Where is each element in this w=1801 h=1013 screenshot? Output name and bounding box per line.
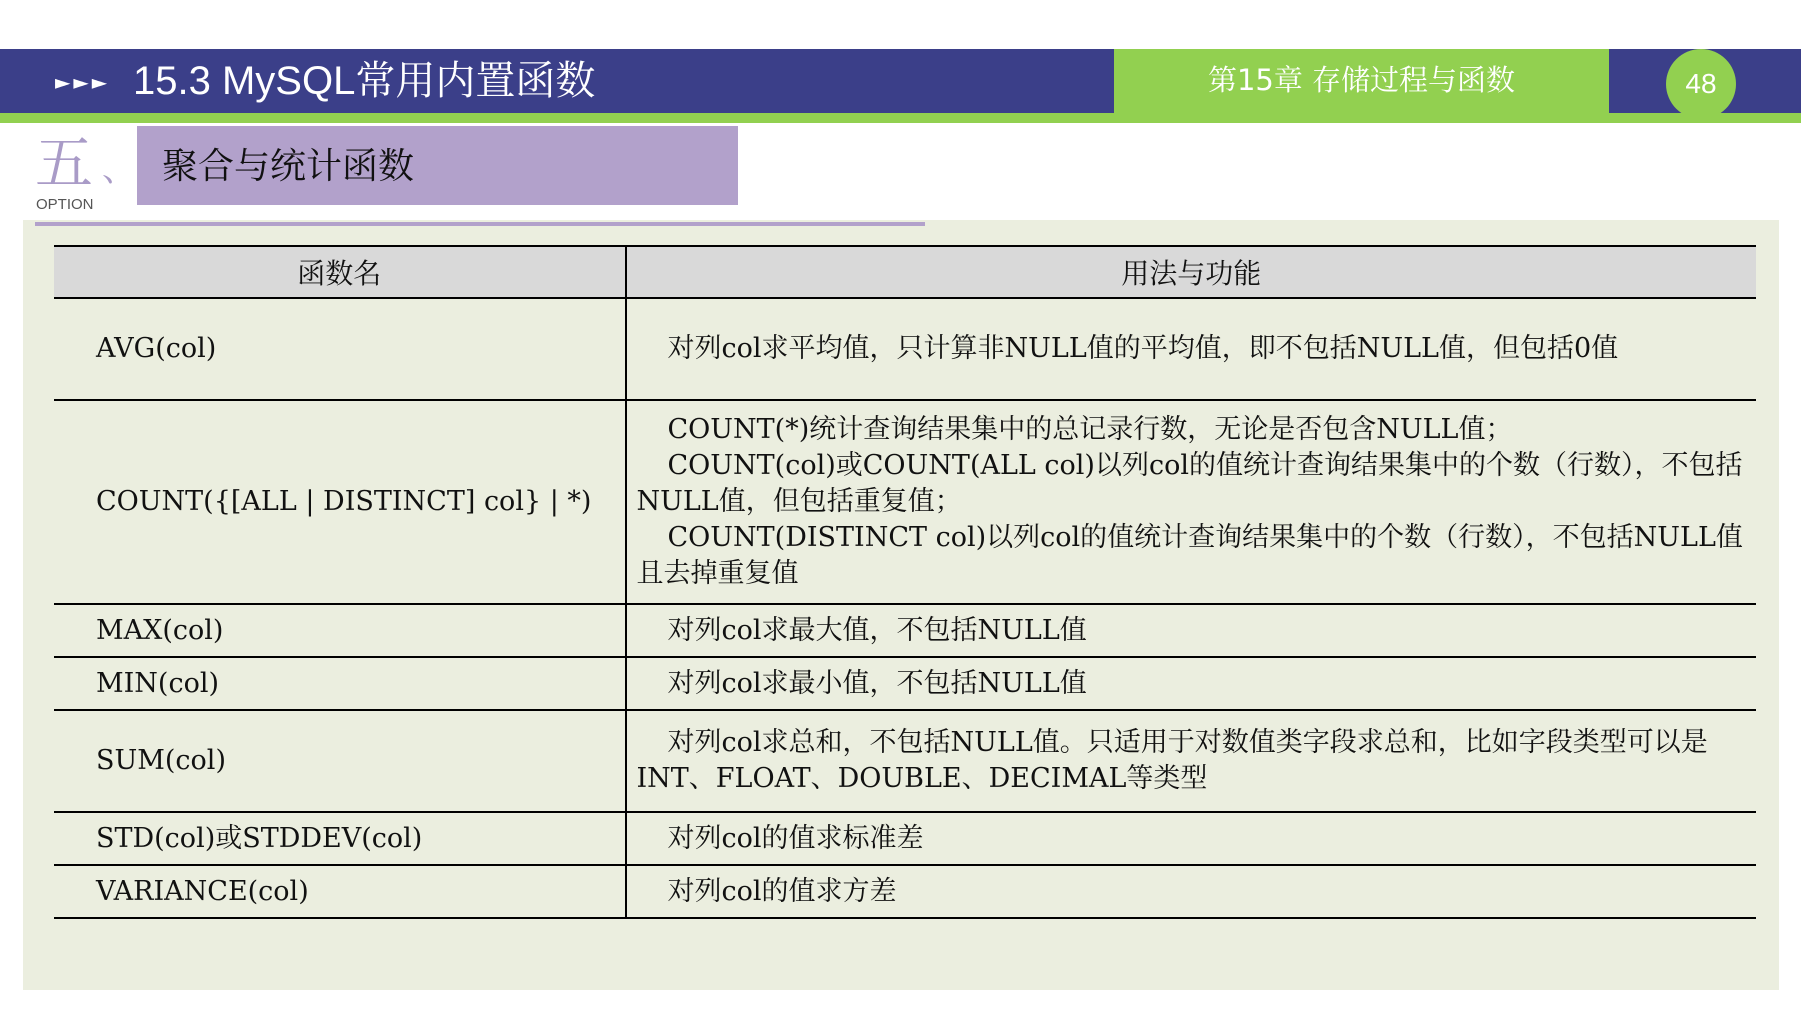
- function-desc-cell: [626, 604, 1757, 657]
- option-label: OPTION: [36, 196, 94, 213]
- function-name-cell: COUNT({[ALL | DISTINCT] col} | *): [54, 400, 626, 604]
- table-row: [54, 812, 1756, 865]
- section-number: 五: [35, 129, 94, 197]
- desc-line: 对列col的值求标准差: [667, 822, 924, 854]
- function-name-cell: AVG(col): [54, 298, 626, 400]
- table-row: [54, 298, 1756, 400]
- header-usage: 用法与功能: [626, 246, 1757, 298]
- function-desc-cell: [626, 710, 1757, 812]
- table-row: [54, 710, 1756, 812]
- header-function-name: 函数名: [54, 246, 626, 298]
- desc-line: 对列col求总和，不包括NULL值。只适用于对数值类字段求总和，比如字段类型可以是INT、FLOAT、DOUBLE、DECIMAL等类型: [636, 727, 1708, 794]
- function-name-cell: STD(col)或STDDEV(col): [54, 812, 626, 865]
- desc-line: 对列col求最大值，不包括NULL值: [667, 614, 1087, 646]
- section-title: 15.3 MySQL常用内置函数: [133, 59, 596, 103]
- function-desc-cell: [626, 865, 1757, 918]
- table-row: [54, 604, 1756, 657]
- section-separator: 、: [102, 150, 136, 190]
- desc-line: COUNT(*)统计查询结果集中的总记录行数，无论是否包含NULL值；: [667, 414, 1513, 445]
- table-row: [54, 865, 1756, 918]
- chapter-title: 第15章 存储过程与函数: [1207, 63, 1516, 97]
- function-desc-cell: [626, 812, 1757, 865]
- desc-line: COUNT(col)或COUNT(ALL col)以列col的值统计查询结果集中的个数（行数），不包括NULL值，但包括重复值；: [636, 450, 1743, 517]
- function-desc-cell: [626, 400, 1757, 604]
- function-table: [54, 245, 1756, 919]
- function-name-cell: VARIANCE(col): [54, 865, 626, 918]
- desc-line: 对列col求平均值，只计算非NULL值的平均值，即不包括NULL值，但包括0值: [667, 333, 1619, 364]
- function-name-cell: MIN(col): [54, 657, 626, 710]
- subtitle-text: 聚合与统计函数: [162, 146, 415, 187]
- function-desc-cell: [626, 657, 1757, 710]
- table-row: [54, 657, 1756, 710]
- function-name-cell: MAX(col): [54, 604, 626, 657]
- page-number-badge: 48: [1666, 49, 1736, 119]
- triple-arrow-icon: ►►►: [55, 70, 111, 94]
- function-name-cell: SUM(col): [54, 710, 626, 812]
- function-desc-cell: [626, 298, 1757, 400]
- table-row: [54, 400, 1756, 604]
- desc-line: COUNT(DISTINCT col)以列col的值统计查询结果集中的个数（行数），不包括NULL值且去掉重复值: [636, 522, 1743, 589]
- subtitle-underline: [35, 222, 925, 226]
- table-header-row: [54, 246, 1756, 298]
- desc-line: 对列col的值求方差: [667, 875, 897, 907]
- desc-line: 对列col求最小值，不包括NULL值: [667, 667, 1087, 699]
